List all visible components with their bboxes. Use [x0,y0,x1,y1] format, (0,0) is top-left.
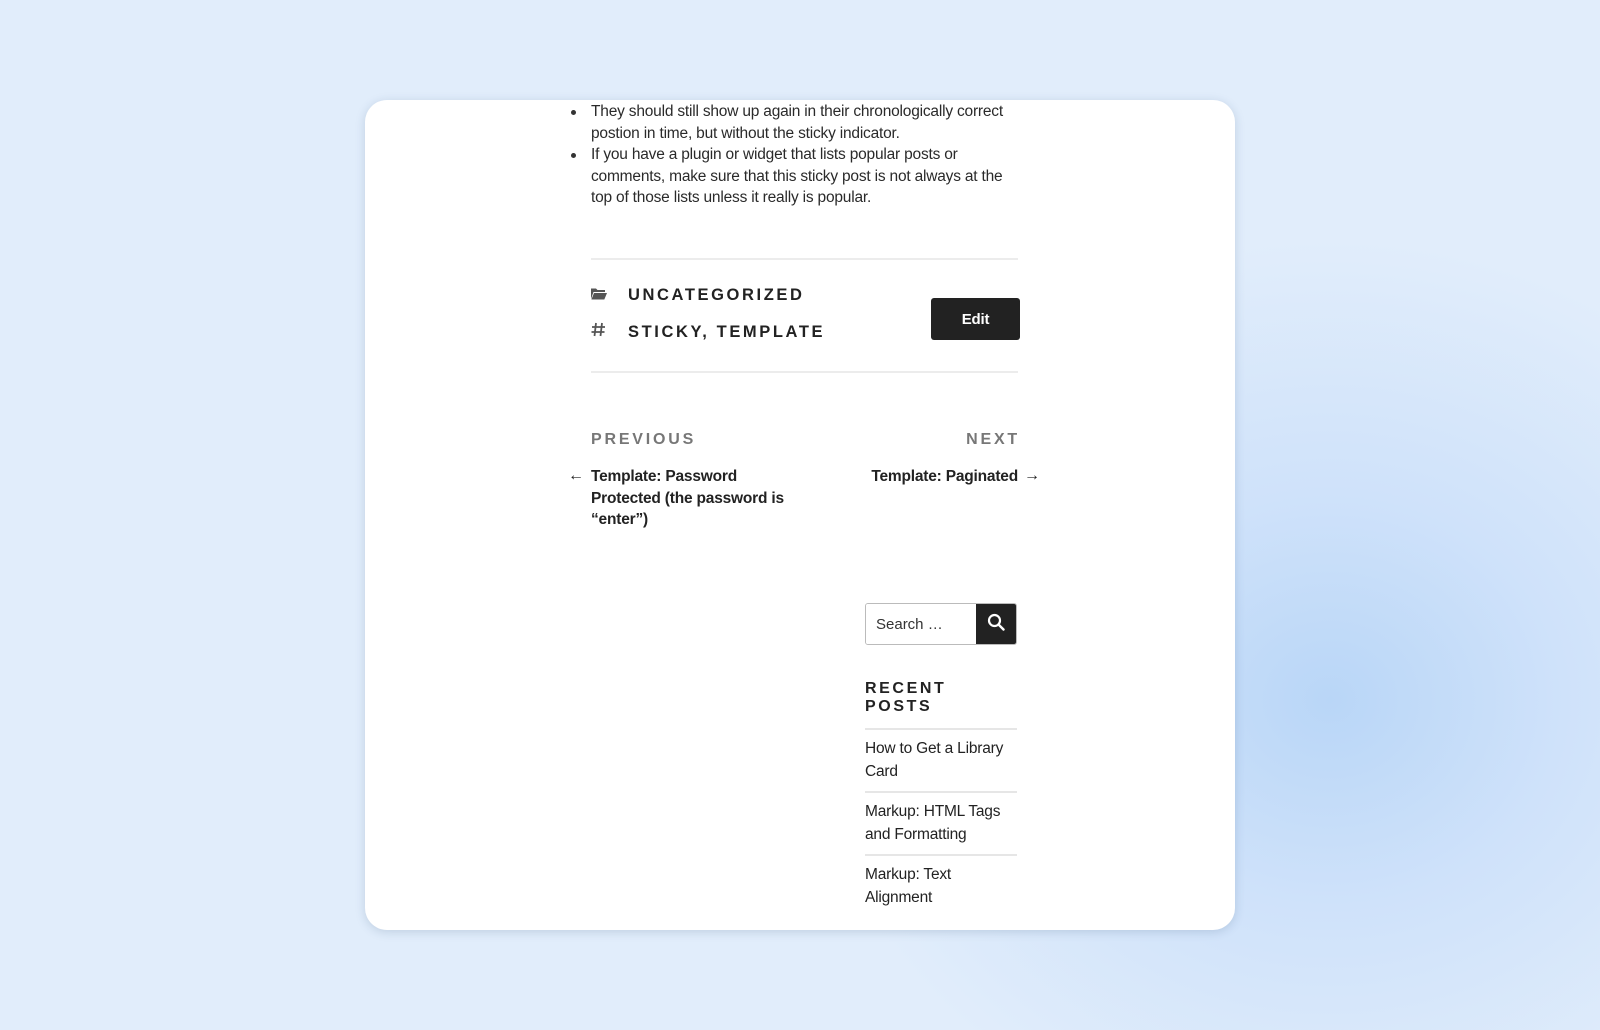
category-meta [591,286,805,305]
recent-post-link[interactable]: How to Get a Library Card [865,728,1017,791]
search-button[interactable] [976,604,1016,644]
hashtag-icon [591,322,613,342]
tags-meta [591,322,825,342]
previous-post-link[interactable]: Template: Password Protected (the password is “enter”) [591,468,784,528]
arrow-left-icon: ← [568,467,584,484]
search-icon [987,613,1005,636]
recent-posts-title: RECENT POSTS [865,680,947,715]
list-item: They should still show up again in their chronologically correct postion in time, but without the sticky indicator. [591,101,1018,144]
recent-posts-list [865,728,1017,917]
folder-open-icon [591,287,613,305]
recent-post-link[interactable]: Markup: HTML Tags and Formatting [865,791,1017,854]
tags-link[interactable]: STICKY, TEMPLATE [628,322,826,341]
browser-card [365,100,1235,930]
edit-button[interactable]: Edit [931,298,1020,340]
list-item: If you have a plugin or widget that lists popular posts or comments, make sure that this sticky post is not always at the top of those lists unless it really is popular. [591,144,1018,209]
category-link[interactable]: UNCATEGORIZED [628,286,805,304]
next-label: NEXT [966,431,1020,448]
arrow-right-icon: → [1024,467,1040,484]
recent-post-link[interactable]: Markup: Text Alignment [865,854,1017,917]
next-post-link[interactable]: Template: Paginated [871,468,1018,485]
divider [591,258,1018,260]
previous-label: PREVIOUS [591,431,697,448]
divider [591,371,1018,373]
search-input[interactable] [866,604,976,644]
post-content [568,100,1040,906]
search-form [865,603,1017,645]
bullet-list [591,101,1018,209]
